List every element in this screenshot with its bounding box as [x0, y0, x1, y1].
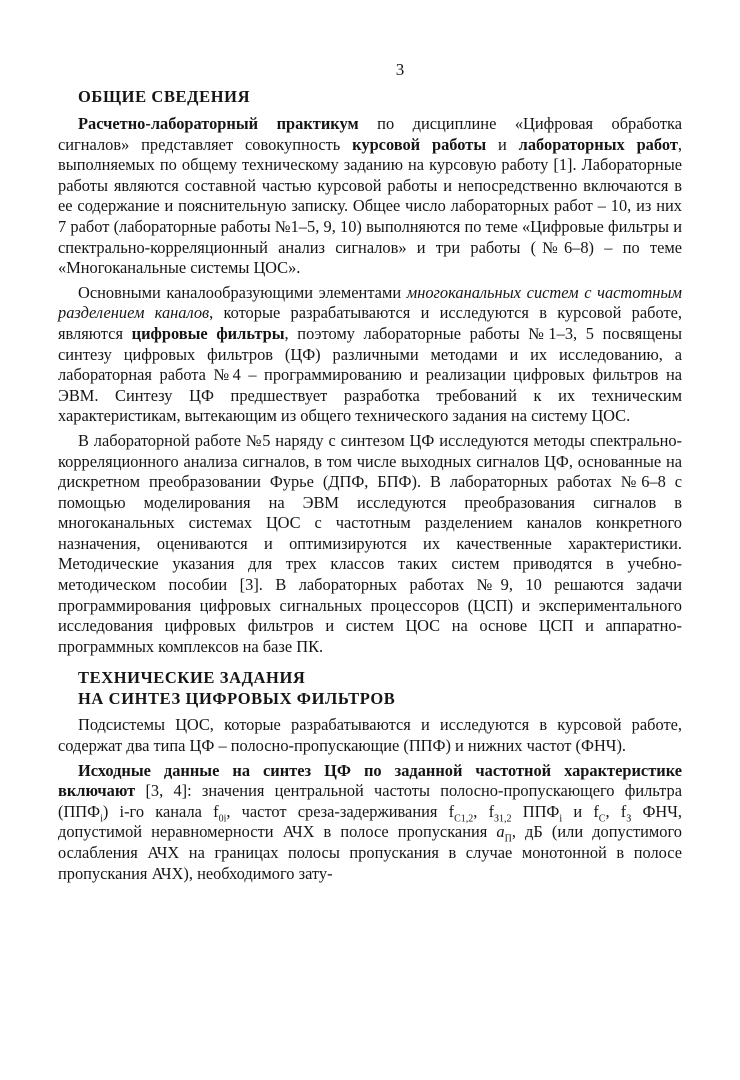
bold-text: курсовой работы: [352, 134, 487, 154]
paragraph: [58, 715, 682, 756]
section-heading-technical-tasks: [58, 667, 682, 709]
text-run: и f: [562, 801, 599, 821]
subscript: 0i: [218, 813, 227, 825]
italic-text: a: [496, 822, 505, 842]
text-run: ) i-го канала f: [102, 801, 219, 821]
text-run: ФНЧ, допустимой неравномерности АЧХ в полосе пропускания: [58, 801, 682, 842]
italic-text: многоканальных систем с частотным разделением каналов: [58, 282, 682, 323]
text-run: , дБ (или допустимого ослабления АЧХ на границах полосы пропускания в случае монотонной в полосе пропускания АЧХ), необходимого зату-: [58, 822, 682, 883]
paragraph: [58, 114, 682, 279]
subscript: C1,2: [454, 813, 474, 825]
paragraph: [58, 283, 682, 427]
bold-text: цифровые фильтры: [131, 323, 285, 343]
subscript: i: [100, 813, 103, 825]
paragraph: [58, 431, 682, 658]
text-run: [3, 4]: значения центральной частоты полосно-пропускающего фильтра (ППФ: [58, 781, 682, 821]
bold-text: Расчетно-лабораторный практикум: [78, 114, 359, 133]
bold-text: лабораторных работ: [518, 134, 678, 154]
text-run: Подсистемы ЦОС, которые разрабатываются и исследуются в курсовой работе, содержат два типа ЦФ – полосно-пропускающие (ППФ) и нижних частот (ФНЧ).: [58, 715, 682, 756]
subscript: П: [504, 833, 512, 845]
text-run: Основными каналообразующими элементами: [78, 282, 407, 302]
section-heading-general-info: ОБЩИЕ СВЕДЕНИЯ: [78, 87, 251, 106]
subscript: З1,2: [494, 813, 512, 825]
text-run: по дисциплине «Цифровая обработка сигналов» представляет совокупность: [58, 114, 682, 154]
subscript: i: [559, 813, 563, 825]
bold-text: Исходные данные на синтез ЦФ по заданной частотной характеристике включают: [58, 760, 682, 801]
page-number: 3: [395, 60, 405, 79]
text-run: ППФ: [511, 801, 560, 821]
text-run: , выполняемых по общему техническому заданию на курсовую работу [1]. Лабораторные работы являются составной частью курсовой работы и непосредственно включаются в ее содержание и пояснительную записку. Общее число лабораторных работ – 10, из них 7 работ (лабораторные работы №1–5, 9, 10) выполняются по теме «Цифровые фильтры и спектрально-корреляционный анализ сигналов» и три работы (№6–8) – по теме «Многоканальные системы ЦОС».: [58, 134, 682, 278]
subscript: C: [598, 813, 606, 825]
subscript: З: [626, 813, 632, 825]
text-run: и: [486, 134, 519, 154]
section-heading-line-2: НА СИНТЕЗ ЦИФРОВЫХ ФИЛЬТРОВ: [78, 689, 396, 709]
text-run: В лабораторной работе №5 наряду с синтезом ЦФ исследуются методы спектрально-корреляционного анализа сигналов, в том числе выходных сигналов ЦФ, основанные на дискретном преобразовании Фурье (ДПФ, БПФ). В лабораторных работах №6–8 с помощью моделирования на ЭВМ исследуются преобразования сигналов в многоканальных системах ЦОС с частотным разделением каналов конкретного назначения, оцениваются и оптимизируются их качественные характеристики. Методические указания для трех классов таких систем приводятся в учебно-методическом пособии [3]. В лабораторных работах №9, 10 решаются задачи программирования цифровых сигнальных процессоров (ЦСП) и экспериментального исследования цифровых фильтров и систем ЦОС на основе ЦСП и аппаратно-программных комплексов на базе ПК.: [58, 430, 682, 656]
section-heading-line-1: ТЕХНИЧЕСКИЕ ЗАДАНИЯ: [78, 668, 306, 688]
paragraph: [58, 761, 682, 885]
page-content: [58, 86, 682, 884]
text-run: , которые разрабатываются и исследуются в курсовой работе, являются: [58, 303, 682, 343]
text-run: , частот среза-задерживания f: [226, 801, 455, 821]
text-run: , f: [605, 801, 627, 821]
text-run: , поэтому лабораторные работы №1–3, 5 посвящены синтезу цифровых фильтров (ЦФ) различными методами и их исследованию, а лабораторная работа №4 – программированию и реализации цифровых фильтров на ЭВМ. Синтезу ЦФ предшествует разработка требований к их техническим характеристикам, вытекающим из общего технического задания на систему ЦОС.: [58, 323, 682, 426]
text-run: , f: [473, 801, 495, 821]
